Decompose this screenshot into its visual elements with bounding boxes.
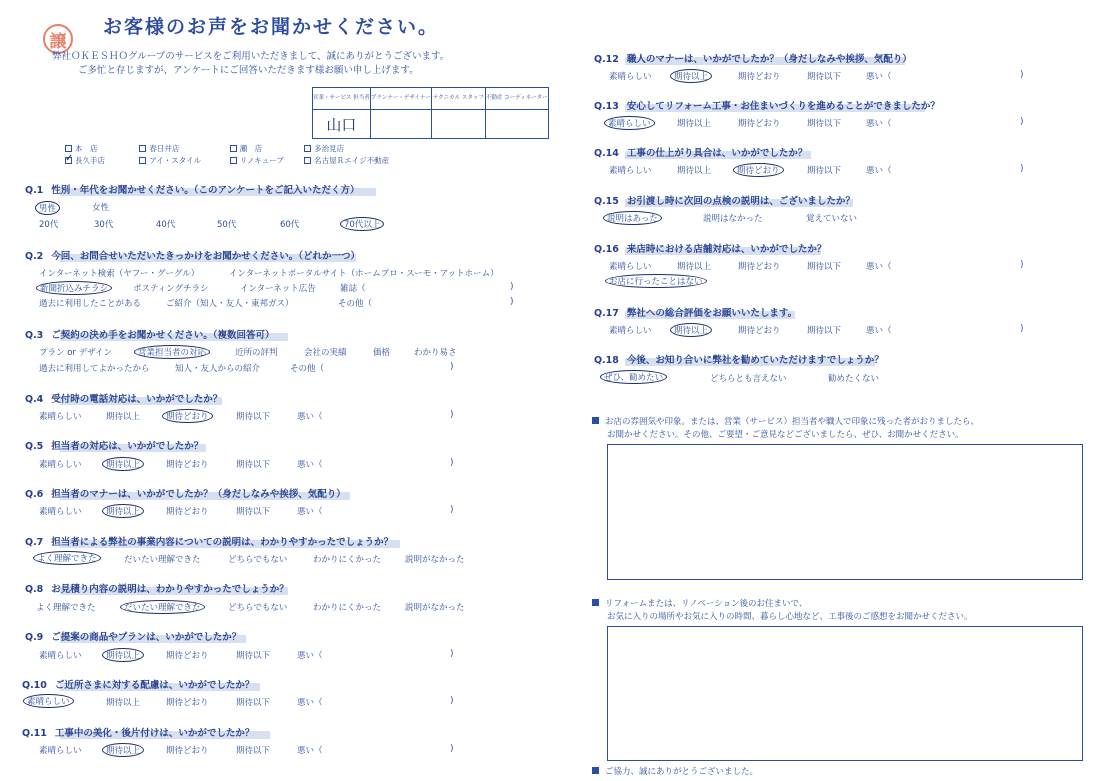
option-rating-selected[interactable]: 素晴らしい: [604, 116, 655, 130]
question-heading: Q.2 今回、お問合せいただいたきっかけをお聞かせください。（どれか一つ）: [25, 251, 361, 262]
option-rating[interactable]: 期待以下: [236, 507, 271, 517]
option-rating[interactable]: 素晴らしい: [609, 166, 652, 176]
option-trigger[interactable]: その他（: [338, 299, 373, 309]
option-decision-selected[interactable]: 営業担当者の対応: [134, 345, 210, 359]
option-rating-selected[interactable]: 素晴らしい: [23, 694, 74, 708]
store-label: 本 店: [75, 144, 98, 153]
option-age[interactable]: 40代: [156, 220, 176, 230]
option-clarity[interactable]: わかりにくかった: [313, 603, 382, 613]
option-trigger[interactable]: インターネットポータルサイト（ホームプロ・スーモ・アットホーム）: [229, 269, 499, 279]
option-age[interactable]: 20代: [39, 220, 59, 230]
option-rating[interactable]: 期待以上: [677, 166, 712, 176]
question-heading: Q.11 工事中の美化・後片付けは、いかがでしたか？: [22, 728, 255, 739]
option-rating[interactable]: 悪い（: [297, 698, 323, 708]
option-rating[interactable]: 素晴らしい: [39, 651, 82, 661]
option-clarity[interactable]: 説明がなかった: [405, 603, 465, 613]
option-clarity[interactable]: だいたい理解できた: [124, 555, 201, 565]
question-heading: Q.5 担当者の対応は、いかがでしたか？: [25, 441, 204, 452]
option-trigger[interactable]: ポスティングチラシ: [133, 284, 209, 294]
option-clarity-selected[interactable]: だいたい理解できた: [120, 600, 205, 614]
store-checkbox[interactable]: [304, 145, 311, 152]
option-rating[interactable]: 素晴らしい: [609, 262, 652, 272]
store-label: 春日井店: [149, 144, 180, 153]
option-rating[interactable]: 悪い（: [866, 262, 892, 272]
option-trigger[interactable]: インターネット広告: [240, 284, 316, 294]
staff-header-planner: プランナー・デザイナー: [370, 88, 431, 110]
option-rating[interactable]: 悪い（: [297, 460, 323, 470]
store-options: [65, 143, 389, 167]
comment-textarea-2[interactable]: [607, 626, 1083, 761]
intro-line-1: 弊社ＯＫＥＳＨＯグループのサービスをご利用いただきまして、誠にありがとうございます。: [52, 51, 450, 62]
option-rating-selected[interactable]: 期待どおり: [162, 409, 213, 423]
option-rating[interactable]: 期待以下: [807, 119, 842, 129]
option-age-selected[interactable]: 70代以上: [340, 217, 384, 231]
store-label: リノキューブ: [239, 156, 284, 165]
bullet-square-icon: [592, 417, 599, 424]
store-checkbox[interactable]: [65, 145, 72, 152]
close-paren: ): [450, 410, 454, 420]
store-label: 長久手店: [75, 156, 105, 165]
option-gender-male[interactable]: 男性: [35, 201, 60, 215]
close-paren: ): [1020, 164, 1024, 174]
option-rating-selected[interactable]: 期待どおり: [733, 163, 784, 177]
close-paren: ): [510, 282, 514, 292]
option-decision[interactable]: 価格: [373, 348, 391, 358]
option-trigger[interactable]: 過去に利用したことがある: [39, 299, 142, 309]
option-rating[interactable]: 素晴らしい: [39, 507, 82, 517]
option-recommend-selected[interactable]: ぜひ、勧めたい: [600, 370, 667, 384]
option-rating[interactable]: 期待以下: [236, 698, 271, 708]
question-heading: Q.12 職人のマナーは、いかがでしたか？（身だしなみや挨拶、気配り）: [594, 54, 912, 65]
option-rating[interactable]: 素晴らしい: [39, 746, 82, 756]
store-checkbox-checked[interactable]: ✓: [65, 153, 74, 164]
close-paren: ): [1020, 260, 1024, 270]
option-rating[interactable]: 期待どおり: [738, 326, 781, 336]
option-rating[interactable]: 期待どおり: [166, 698, 209, 708]
option-trigger[interactable]: 雑誌（: [340, 284, 366, 294]
close-paren: ): [450, 744, 454, 754]
option-rating[interactable]: 悪い（: [297, 412, 323, 422]
option-rating[interactable]: 素晴らしい: [609, 326, 652, 336]
option-rating[interactable]: 悪い（: [866, 166, 892, 176]
option-rating[interactable]: 期待以下: [807, 326, 842, 336]
question-heading: Q.4 受付時の電話対応は、いかがでしたか？: [25, 394, 223, 405]
option-inspection[interactable]: 覚えていない: [806, 214, 858, 224]
option-decision[interactable]: 知人・友人からの紹介: [175, 364, 261, 374]
option-decision[interactable]: その他（: [290, 364, 325, 374]
close-paren: ): [450, 362, 454, 372]
question-heading: Q.15 お引渡し時に次回の点検の説明は、ございましたか？: [594, 196, 855, 207]
close-paren: ): [1020, 324, 1024, 334]
option-rating[interactable]: 期待どおり: [738, 262, 781, 272]
store-checkbox[interactable]: [230, 145, 237, 152]
option-rating[interactable]: 素晴らしい: [39, 412, 82, 422]
company-seal: 譲: [43, 24, 73, 54]
option-trigger-selected[interactable]: 新聞折込みチラシ: [36, 281, 112, 295]
option-rating-selected[interactable]: 期待以上: [670, 323, 712, 337]
question-heading: Q.14 工事の仕上がり具合は、いかがでしたか？: [594, 148, 808, 159]
page-title: お客様のお声をお聞かせください。: [103, 16, 440, 38]
option-clarity[interactable]: どちらでもない: [228, 555, 288, 565]
option-rating[interactable]: 期待どおり: [166, 651, 209, 661]
option-rating-selected[interactable]: 期待以上: [102, 457, 144, 471]
store-checkbox[interactable]: [139, 145, 146, 152]
option-inspection-selected[interactable]: 説明はあった: [603, 211, 662, 225]
option-rating[interactable]: 悪い（: [297, 651, 323, 661]
free-text-prompt-1: お店の雰囲気や印象。または、営業（サービス）担当者や職人で印象に残った者がおりましたら、 お聞かせください。その他、ご要望・ご意見などございましたら、ぜひ、お聞かせください。: [592, 416, 979, 442]
store-label: 瀬 店: [239, 144, 263, 153]
option-clarity-selected[interactable]: よく理解できた: [33, 551, 101, 565]
staff-header-sales: 営業・サービス 担当者: [313, 88, 371, 110]
staff-name-technical[interactable]: [431, 110, 485, 139]
option-rating[interactable]: 期待どおり: [166, 507, 209, 517]
store-checkbox[interactable]: [230, 157, 237, 164]
bullet-square-icon: [592, 767, 599, 774]
option-rating[interactable]: 期待以上: [677, 119, 712, 129]
question-heading: Q.13 安心してリフォーム工事・お住まいづくりを進めることができましたか？: [594, 101, 940, 112]
option-rating[interactable]: 期待どおり: [738, 119, 781, 129]
option-rating[interactable]: 素晴らしい: [609, 72, 652, 82]
option-rating[interactable]: 期待どおり: [166, 746, 209, 756]
option-rating[interactable]: 悪い（: [297, 746, 323, 756]
option-rating[interactable]: 期待どおり: [166, 460, 209, 470]
option-rating[interactable]: 期待以下: [807, 262, 842, 272]
staff-header-technical: テクニカル スタッフ: [431, 88, 485, 110]
option-clarity[interactable]: よく理解できた: [36, 603, 96, 613]
option-rating[interactable]: 期待以下: [807, 72, 842, 82]
question-heading: Q.9 ご提案の商品やプランは、いかがでしたか？: [25, 632, 242, 643]
option-rating[interactable]: 素晴らしい: [39, 460, 82, 470]
intro-line-2: ご多忙と存じますが、アンケートにご回答いただきます様お願い申し上げます。: [78, 65, 419, 76]
option-rating-selected[interactable]: 期待以上: [102, 743, 144, 757]
store-checkbox[interactable]: [139, 157, 146, 164]
comment-textarea-1[interactable]: [607, 444, 1083, 580]
option-rating[interactable]: 期待以下: [807, 166, 842, 176]
close-paren: ): [450, 696, 454, 706]
bullet-square-icon: [592, 599, 599, 606]
store-label: 多治見店: [314, 144, 345, 153]
question-heading: Q.16 来店時における店舗対応は、いかがでしたか？: [594, 244, 827, 255]
option-rating-selected[interactable]: 期待以上: [102, 504, 144, 518]
question-heading: Q.10 ご近所さまに対する配慮は、いかがでしたか？: [22, 680, 255, 691]
option-rating[interactable]: 期待以上: [677, 262, 712, 272]
option-rating[interactable]: 悪い（: [866, 72, 892, 82]
option-rating[interactable]: 期待以上: [106, 412, 141, 422]
option-rating[interactable]: 悪い（: [866, 326, 892, 336]
question-heading: Q.8 お見積り内容の説明は、わかりやすかったでしょうか？: [25, 584, 289, 595]
staff-header-realestate: 不動産 コーディネーター: [485, 88, 548, 110]
close-paren: ): [1020, 70, 1024, 80]
option-gender-female[interactable]: 女性: [92, 203, 110, 213]
question-heading: Q.7 担当者による弊社の事業内容についての説明は、わかりやすかったでしょうか？: [25, 537, 394, 548]
question-heading: Q.1 性別・年代をお聞かせください。（このアンケートをご記入いただく方）: [25, 185, 360, 196]
close-paren: ): [450, 649, 454, 659]
option-rating[interactable]: 期待どおり: [738, 72, 781, 82]
option-rating[interactable]: 期待以下: [236, 412, 271, 422]
option-age[interactable]: 60代: [280, 220, 300, 230]
option-decision[interactable]: 近所の評判: [235, 348, 278, 358]
staff-name-sales[interactable]: 山口: [313, 110, 371, 139]
option-inspection[interactable]: 説明はなかった: [703, 214, 763, 224]
store-checkbox[interactable]: [304, 157, 311, 164]
option-rating[interactable]: 悪い（: [866, 119, 892, 129]
option-rating[interactable]: 期待以下: [236, 651, 271, 661]
option-never-visited-selected[interactable]: お店に行ったことはない: [605, 274, 707, 288]
store-label: 名古屋Ｒエイジ不動産: [314, 156, 390, 165]
close-paren: ): [450, 458, 454, 468]
option-decision[interactable]: 過去に利用してよかったから: [39, 364, 150, 374]
option-decision[interactable]: わかり易さ: [414, 348, 457, 358]
option-recommend[interactable]: 勧めたくない: [828, 374, 880, 384]
question-heading: Q.6 担当者のマナーは、いかがでしたか？（身だしなみや挨拶、気配り）: [25, 489, 346, 500]
option-rating-selected[interactable]: 期待以上: [670, 69, 712, 83]
option-decision[interactable]: 会社の実績: [304, 348, 347, 358]
option-age[interactable]: 50代: [217, 220, 237, 230]
option-rating[interactable]: 悪い（: [297, 507, 323, 517]
option-trigger[interactable]: ご紹介（知人・友人・東邦ガス）: [166, 299, 294, 309]
question-heading: Q.18 今後、お知り合いに弊社を勧めていただけますでしょうか？: [594, 355, 884, 366]
option-clarity[interactable]: わかりにくかった: [313, 555, 382, 565]
staff-table: [312, 87, 549, 139]
option-rating[interactable]: 期待以下: [236, 746, 271, 756]
option-clarity[interactable]: 説明がなかった: [405, 555, 465, 565]
option-decision[interactable]: プラン or デザイン: [39, 348, 113, 358]
close-paren: ): [510, 297, 514, 307]
option-rating-selected[interactable]: 期待以上: [102, 648, 144, 662]
question-heading: Q.17 弊社への総合評価をお願いいたします。: [594, 308, 798, 319]
thanks-note: ご協力、誠にありがとうございました。: [592, 765, 758, 777]
option-recommend[interactable]: どちらとも言えない: [710, 374, 787, 384]
option-age[interactable]: 30代: [94, 220, 114, 230]
close-paren: ): [450, 505, 454, 515]
store-label: アイ・スタイル: [149, 156, 202, 165]
question-heading: Q.3 ご契約の決め手をお聞かせください。（複数回答可）: [25, 330, 275, 341]
free-text-prompt-2: リフォームまたは、リノベーション後のお住まいで、 お気に入りの場所やお気に入りの時間、暮らし心地など、工事後のご感想をお聞かせください。: [592, 598, 973, 624]
option-clarity[interactable]: どちらでもない: [228, 603, 288, 613]
close-paren: ): [1020, 117, 1024, 127]
staff-name-realestate[interactable]: [485, 110, 548, 139]
option-trigger[interactable]: インターネット検索（ヤフー・グーグル）: [39, 269, 200, 279]
option-rating[interactable]: 期待以下: [236, 460, 271, 470]
staff-name-planner[interactable]: [370, 110, 431, 139]
option-rating[interactable]: 期待以上: [106, 698, 141, 708]
